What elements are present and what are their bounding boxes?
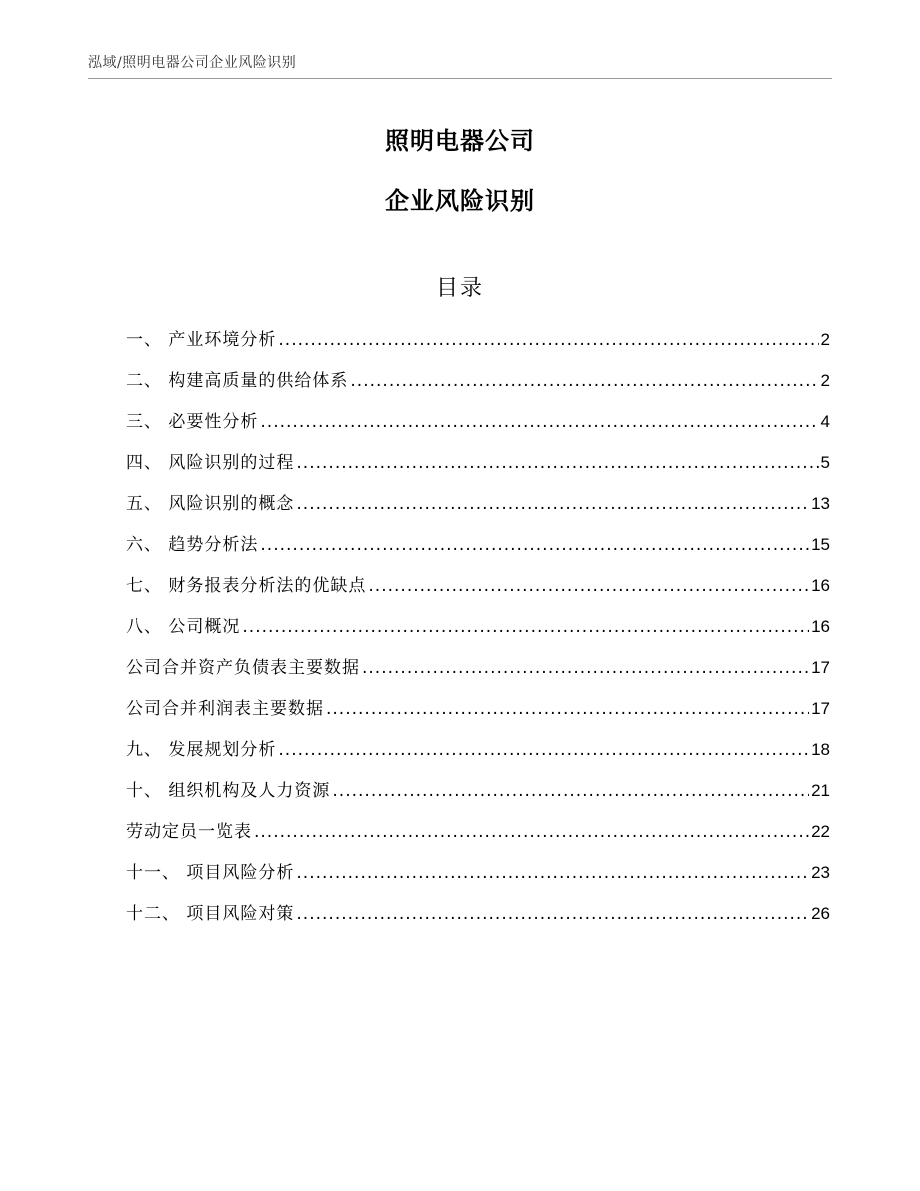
toc-dot-leader xyxy=(278,330,818,350)
toc-entry-label: 十一、 项目风险分析 xyxy=(126,863,295,883)
toc-heading: 目录 xyxy=(435,276,484,301)
toc-entry-label: 五、 风险识别的概念 xyxy=(126,494,295,514)
toc-entry[interactable] xyxy=(126,776,830,817)
toc-entry-label: 一、 产业环境分析 xyxy=(126,330,277,350)
toc-entry-page: 17 xyxy=(811,658,830,677)
document-title-subject: 企业风险识别 xyxy=(385,187,535,215)
toc-dot-leader xyxy=(332,781,809,801)
toc-dot-leader xyxy=(296,904,809,924)
toc-dot-leader xyxy=(260,412,818,432)
toc-entry-page: 22 xyxy=(811,822,830,841)
toc-entry[interactable] xyxy=(126,694,830,735)
toc-dot-leader xyxy=(278,740,809,760)
toc-entry-page: 15 xyxy=(811,535,830,554)
toc-entry-page: 18 xyxy=(811,740,830,759)
toc-entry[interactable] xyxy=(126,899,830,940)
table-of-contents xyxy=(126,325,830,940)
toc-entry-page: 16 xyxy=(811,617,830,636)
toc-entry[interactable] xyxy=(126,530,830,571)
toc-entry[interactable] xyxy=(126,489,830,530)
toc-entry-label: 十、 组织机构及人力资源 xyxy=(126,781,331,801)
toc-dot-leader xyxy=(326,699,809,719)
toc-entry-page: 5 xyxy=(820,453,830,472)
toc-entry-label: 九、 发展规划分析 xyxy=(126,740,277,760)
toc-entry-page: 26 xyxy=(811,904,830,923)
toc-entry-label: 六、 趋势分析法 xyxy=(126,535,259,555)
toc-entry[interactable] xyxy=(126,448,830,489)
toc-entry[interactable] xyxy=(126,612,830,653)
toc-entry-page: 13 xyxy=(811,494,830,513)
toc-entry[interactable] xyxy=(126,571,830,612)
toc-entry-label: 劳动定员一览表 xyxy=(126,822,252,842)
toc-entry-page: 23 xyxy=(811,863,830,882)
toc-dot-leader xyxy=(254,822,809,842)
toc-entry-label: 四、 风险识别的过程 xyxy=(126,453,295,473)
toc-entry-page: 2 xyxy=(820,330,830,349)
toc-entry-page: 16 xyxy=(811,576,830,595)
toc-entry-label: 七、 财务报表分析法的优缺点 xyxy=(126,576,367,596)
toc-entry[interactable] xyxy=(126,653,830,694)
toc-dot-leader xyxy=(368,576,809,596)
toc-entry[interactable] xyxy=(126,735,830,776)
toc-entry-page: 2 xyxy=(820,371,830,390)
toc-entry[interactable] xyxy=(126,858,830,899)
toc-dot-leader xyxy=(350,371,818,391)
running-header: 泓域/照明电器公司企业风险识别 xyxy=(88,55,297,71)
toc-entry-label: 公司合并利润表主要数据 xyxy=(126,699,324,719)
toc-entry-label: 三、 必要性分析 xyxy=(126,412,259,432)
toc-entry-label: 公司合并资产负债表主要数据 xyxy=(126,658,360,678)
toc-dot-leader xyxy=(260,535,809,555)
toc-dot-leader xyxy=(296,494,809,514)
toc-dot-leader xyxy=(296,453,818,473)
header-divider xyxy=(88,78,832,79)
toc-entry[interactable] xyxy=(126,366,830,407)
document-title-company: 照明电器公司 xyxy=(385,127,535,155)
toc-entry[interactable] xyxy=(126,407,830,448)
toc-entry[interactable] xyxy=(126,325,830,366)
toc-dot-leader xyxy=(362,658,809,678)
toc-entry-page: 21 xyxy=(811,781,830,800)
toc-entry[interactable] xyxy=(126,817,830,858)
toc-entry-label: 十二、 项目风险对策 xyxy=(126,904,295,924)
toc-entry-page: 17 xyxy=(811,699,830,718)
toc-entry-label: 八、 公司概况 xyxy=(126,617,241,637)
toc-entry-label: 二、 构建高质量的供给体系 xyxy=(126,371,349,391)
toc-dot-leader xyxy=(242,617,809,637)
toc-dot-leader xyxy=(296,863,809,883)
toc-entry-page: 4 xyxy=(820,412,830,431)
